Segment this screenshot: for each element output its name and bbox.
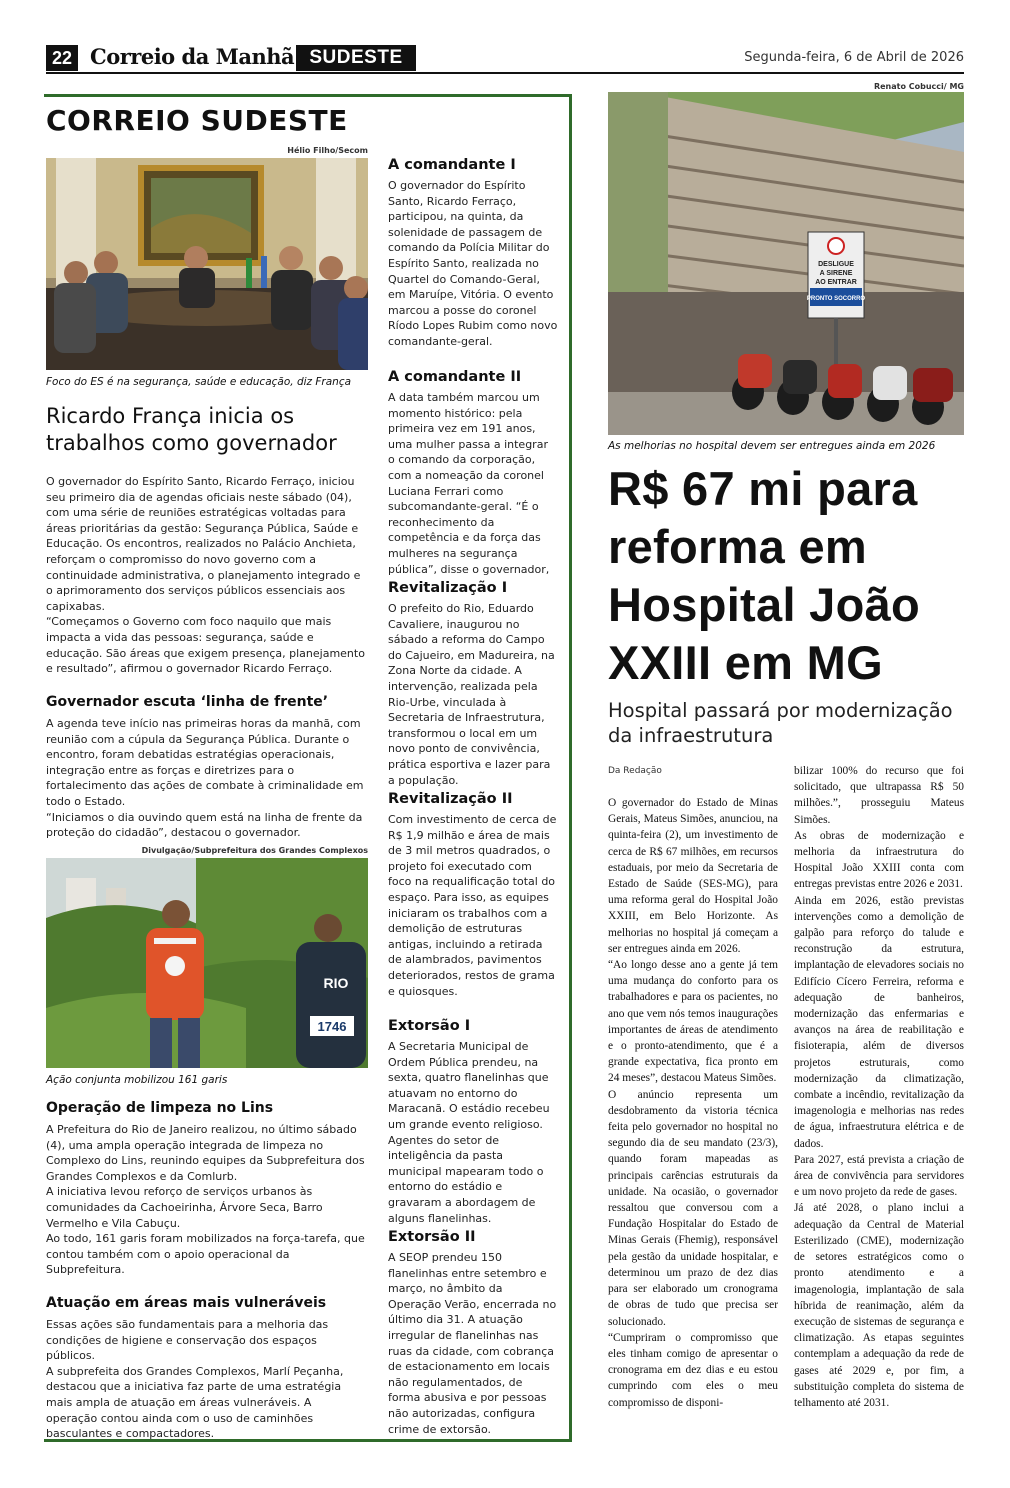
page-number: 22 — [46, 45, 78, 71]
byline: Da Redação — [608, 766, 662, 776]
photo2-caption: Ação conjunta mobilizou 161 garis — [46, 1074, 228, 1086]
main-deck: Hospital passará por modernização da infraestrutura — [608, 699, 953, 747]
meeting-photo — [46, 158, 368, 370]
left-headline: Ricardo França inicia os trabalhos como governador — [46, 404, 337, 455]
mid-text-6: A SEOP prendeu 150 flanelinhas entre setembro e março, no âmbito da Operação Verão, encerrada no último dia 31. A atuação irregular de flanelinhas nas ruas da cidade, com cobrança de estacionamento em locais não regulamentados, de forma abusiva e por pessoas não autorizadas, configura crime de extorsão. — [388, 1251, 557, 1436]
left-sub-1: Governador escuta ‘linha de frente’ — [46, 694, 329, 710]
section-label: SUDESTE — [296, 45, 416, 71]
mid-text-2: A data também marcou um momento histórico: pela primeira vez em 191 anos, uma mulher passa a integrar o comando da corporação, com a nomeação da coronel Luciana Ferrari como subcomandante-geral. “É o reconhecimento da competência e da força das mulheres na segurança pública”, disse o governador, — [388, 391, 550, 576]
sign-line-4: PRONTO SOCORRO — [806, 296, 866, 302]
mid-head-6: Extorsão II — [388, 1229, 476, 1245]
left-sub-3: Atuação em áreas mais vulneráveis — [46, 1295, 327, 1311]
mid-text-1: O governador do Espírito Santo, Ricardo Ferraço, participou, na quinta, da solenidade de passagem de comando da Polícia Militar do Espírito Santo, realizada no Quartel do Comando-Geral, em Maruípe, Vitória. O evento marcou a posse do coronel Ríodo Lopes Rubim como novo comandante-geral. — [388, 179, 558, 348]
mid-head-5: Extorsão I — [388, 1018, 471, 1034]
article-column-1: O governador do Estado de Minas Gerais, Mateus Simões, anunciou, na quinta-feira (2), um investimento de cerca de R$ 67 milhões, em recursos estaduais, por meio da Secretaria de Estado de Saúde (SES-MG), para uma reforma geral do Hospital João XXIII, em Belo Horizonte. As melhorias no hospital já começam a ser entregues ainda em 2026. “Ao longo desse ano a gente já tem uma mudança do conforto para os trabalhadores e para os pacientes, no ano que vem nós temos inaugurações importantes de áreas de atendimento e o pronto-atendimento, que é a grande expectativa, fica pronto em 24 meses”, destacou Mateus Simões. O anúncio representa um desdobramento da vistoria técnica feita pelo governador no hospital no segundo dia de seu mandato (23/3), quando foram mapeadas as principais carências estruturais da unidade. Na ocasião, o governador ressaltou que conversou com a Fundação Hospitalar do Estado de Minas Gerais (Fhemig), responsável pela gestão da unidade hospitalar, e determinou um prazo de dez dias para ser elaborado um cronograma de obras de tudo que precisa ser solucionado. “Cumpriram o compromisso que eles tinham comigo de apresentar o cronograma em dez dias e eu estou cumprindo com eles o meu compromisso de disponi- — [608, 797, 778, 1409]
mid-text-4: Com investimento de cerca de R$ 1,9 milhão e área de mais de 3 mil metros quadrados, o projeto foi executado com foco na requalificação total do espaço. Para isso, as equipes iniciaram os trabalhos com a demolição de estruturas antigas, incluindo a retirada de alambrados, pavimentos deteriorados, restos de grama e quiosques. — [388, 813, 557, 998]
mid-head-4: Revitalização II — [388, 791, 513, 807]
sign-line-3: AO ENTRAR — [815, 279, 857, 286]
mid-head-1: A comandante I — [388, 157, 516, 173]
left-body-4: Essas ações são fundamentais para a melhoria das condições de higiene e conservação dos espaços públicos. A subprefeita dos Grandes Complexos, Marlí Peçanha, destacou que a iniciativa faz parte de uma estratégia mais ampla de atuação em áreas vulneráveis. A operação contou ainda com o uso de caminhões basculantes e compactadores. — [46, 1318, 344, 1441]
sign-line-2: A SIRENE — [819, 270, 853, 277]
hospital-photo-credit: Renato Cobucci/ MG — [873, 82, 964, 91]
vest-badge-text: 1746 — [317, 1019, 347, 1034]
photo1-caption: Foco do ES é na segurança, saúde e educação, diz França — [46, 376, 352, 388]
vest-rio-text: RIO — [323, 975, 349, 991]
header-rule — [46, 72, 964, 74]
hospital-photo — [608, 92, 964, 435]
sign-line-1: DESLIGUE — [818, 261, 854, 268]
main-headline: R$ 67 mi para reforma em Hospital João XXIII em MG — [608, 462, 921, 689]
mid-text-5: A Secretaria Municipal de Ordem Pública prendeu, na sexta, quatro flanelinhas que atuavam no entorno do Maracanã. O estádio recebeu um grande evento religioso. Agentes do setor de inteligência da pasta municipal mapearam todo o entorno do estádio e gravaram a abordagem de alguns flanelinhas. — [388, 1040, 550, 1225]
mid-text-3: O prefeito do Rio, Eduardo Cavaliere, inaugurou no sábado a reforma do Campo do Cajueiro, em Madureira, na Zona Norte da cidade. A intervenção, realizada pela Rio-Urbe, vinculada à Secretaria de Infraestrutura, transformou o local em um novo ponto de convivência, prática esportiva e lazer para a população. — [388, 602, 555, 787]
left-sub-2: Operação de limpeza no Lins — [46, 1100, 274, 1116]
mid-head-3: Revitalização I — [388, 580, 508, 596]
masthead-logo: Correio da Manhã — [90, 44, 295, 69]
photo2-credit: Divulgação/Subprefeitura dos Grandes Complexos — [141, 846, 368, 855]
box-title: CORREIO SUDESTE — [46, 104, 348, 137]
cleanup-photo — [46, 858, 368, 1068]
hospital-photo-caption: As melhorias no hospital devem ser entregues ainda em 2026 — [608, 440, 936, 452]
mid-head-2: A comandante II — [388, 369, 522, 385]
article-column-2: bilizar 100% do recurso que foi solicitado, que ultrapassa R$ 50 milhões.”, prosseguiu Mateus Simões. As obras de modernização e melhoria da infraestrutura do Hospital João XXIII conta com entregas previstas entre 2026 e 2031. Ainda em 2026, estão previstas intervenções como a demolição de galpão para reforço do talude e reconstrução da estrutura, implantação de elevadores sociais no Edifício Cícero Ferreira, reforma e adequação de banheiros, modernização das enfermarias e avanços na área de reabilitação e fisioterapia, além de diversos projetos estruturais, como modernização da climatização, combate a incêndio, revitalização da imagenologia e melhorias nas redes de água, infraestrutura elétrica e de dados. Para 2027, está prevista a criação de área de convivência para servidores e um novo projeto da rede de gases. Já até 2028, o plano inclui a adequação da Central de Material Esterilizado (CME), modernização de setores estratégicos como o pronto atendimento e a imagenologia, implantação de sala híbrida de reanimação, além da execução de sistemas de segurança e climatização. As etapas seguintes contemplam a adequação da rede de gases até 2029 e, por fim, a substituição completa do sistema de telhamento até 2031. — [794, 765, 964, 1409]
left-body-1: O governador do Espírito Santo, Ricardo Ferraço, iniciou seu primeiro dia de agendas oficiais neste sábado (04), com uma série de reuniões estratégicas voltadas para áreas prioritárias da gestão: Segurança Pública, Saúde e Educação. Os encontros, realizados no Palácio Anchieta, reforçam o compromisso do novo governo com a continuidade administrativa, o planejamento integrado e o aprimoramento dos serviços públicos essenciais aos capixabas. “Começamos o Governo com foco naquilo que mais impacta a vida das pessoas: segurança, saúde e educação. São áreas que exigem presença, planejamento e resultado”, afirmou o governador Ricardo Ferraço. — [46, 475, 365, 676]
photo1-credit: Hélio Filho/Secom — [287, 146, 368, 155]
issue-date: Segunda-feira, 6 de Abril de 2026 — [744, 50, 964, 65]
left-body-2: A agenda teve início nas primeiras horas da manhã, com reunião com a cúpula da Segurança Pública. Durante o encontro, foram debatidas estratégias operacionais, integração entre as forças e diretrizes para o fortalecimento das ações de combate à criminalidade em todo o Estado. “Iniciamos o dia ouvindo quem está na linha de frente da proteção do cidadão”, destacou o governador. — [46, 717, 364, 840]
left-body-3: A Prefeitura do Rio de Janeiro realizou, no último sábado (4), uma ampla operação integrada de limpeza no Complexo do Lins, reunindo equipes da Subprefeitura dos Grandes Complexos e da Comlurb. A iniciativa levou reforço de serviços urbanos às comunidades da Cachoeirinha, Árvore Seca, Barro Vermelho e Vila Cabuçu. Ao todo, 161 garis foram mobilizados na força-tarefa, que contou também com o apoio operacional da Subprefeitura. — [46, 1123, 365, 1277]
